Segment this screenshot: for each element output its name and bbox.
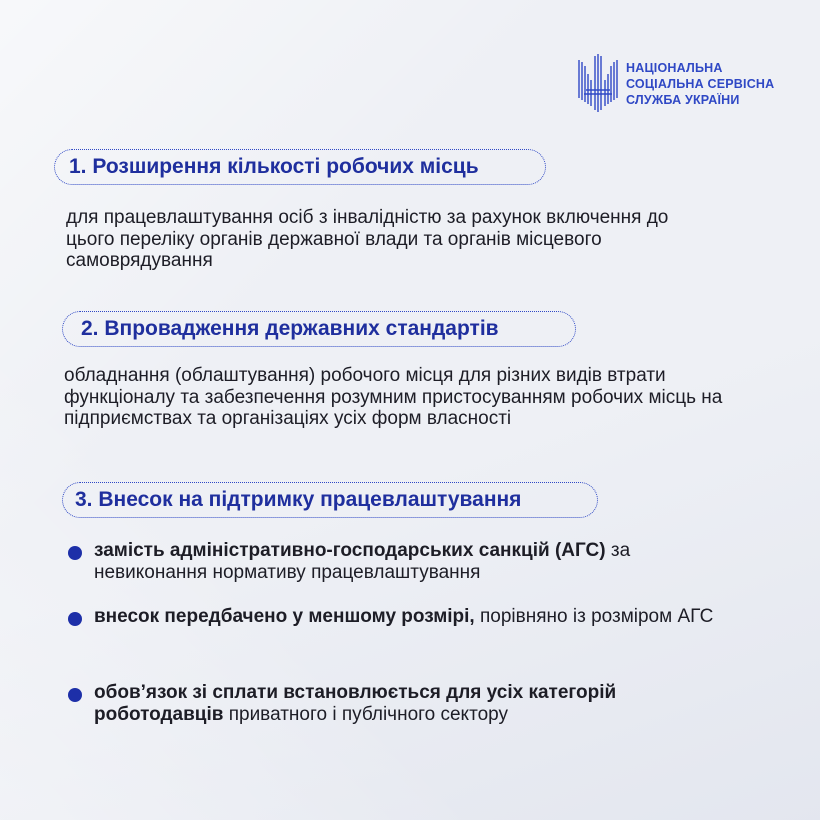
logo-text [626, 60, 774, 108]
section-1-text: для працевлаштування осіб з інвалідністю за рахунок включення до цього переліку органів державної влади та органів місцевого самоврядування [66, 207, 669, 271]
logo-line-3: СЛУЖБА УКРАЇНИ [626, 93, 740, 107]
bullet-bold-text: замість адміністративно-господарських санкцій (АГС) [94, 540, 606, 561]
bullet-dot-icon [68, 688, 82, 702]
bullet-bold-text: обов’язок зі сплати встановлюється для усіх категорій роботодавців [94, 682, 617, 725]
trident-emblem-icon [576, 54, 620, 114]
section-1-heading: 1. Розширення кількості робочих місць [54, 149, 546, 185]
bullet-text [94, 682, 734, 725]
bullet-dot-icon [68, 612, 82, 626]
bullet-text [94, 606, 734, 628]
bullet-text [94, 540, 734, 583]
bullet-bold-text: внесок передбачено у меншому розмірі, [94, 606, 475, 627]
bullet-regular-text: приватного і публічного сектору [223, 703, 508, 725]
section-2-text: обладнання (облаштування) робочого місця для різних видів втрати функціоналу та забезпечення розумним пристосуванням робочих місць на підприємствах та організаціях усіх форм власності [64, 365, 723, 429]
logo-line-2: СОЦІАЛЬНА СЕРВІСНА [626, 77, 775, 91]
logo-line-1: НАЦІОНАЛЬНА [626, 61, 723, 75]
section-3-heading: 3. Внесок на підтримку працевлаштування [62, 482, 598, 518]
section-2-heading: 2. Впровадження державних стандартів [62, 311, 576, 347]
logo [576, 54, 774, 114]
bullet-dot-icon [68, 546, 82, 560]
bullet-regular-text: порівняно із розміром АГС [474, 606, 714, 627]
bullet-regular-text: за невиконання нормативу працевлаштування [94, 540, 631, 583]
